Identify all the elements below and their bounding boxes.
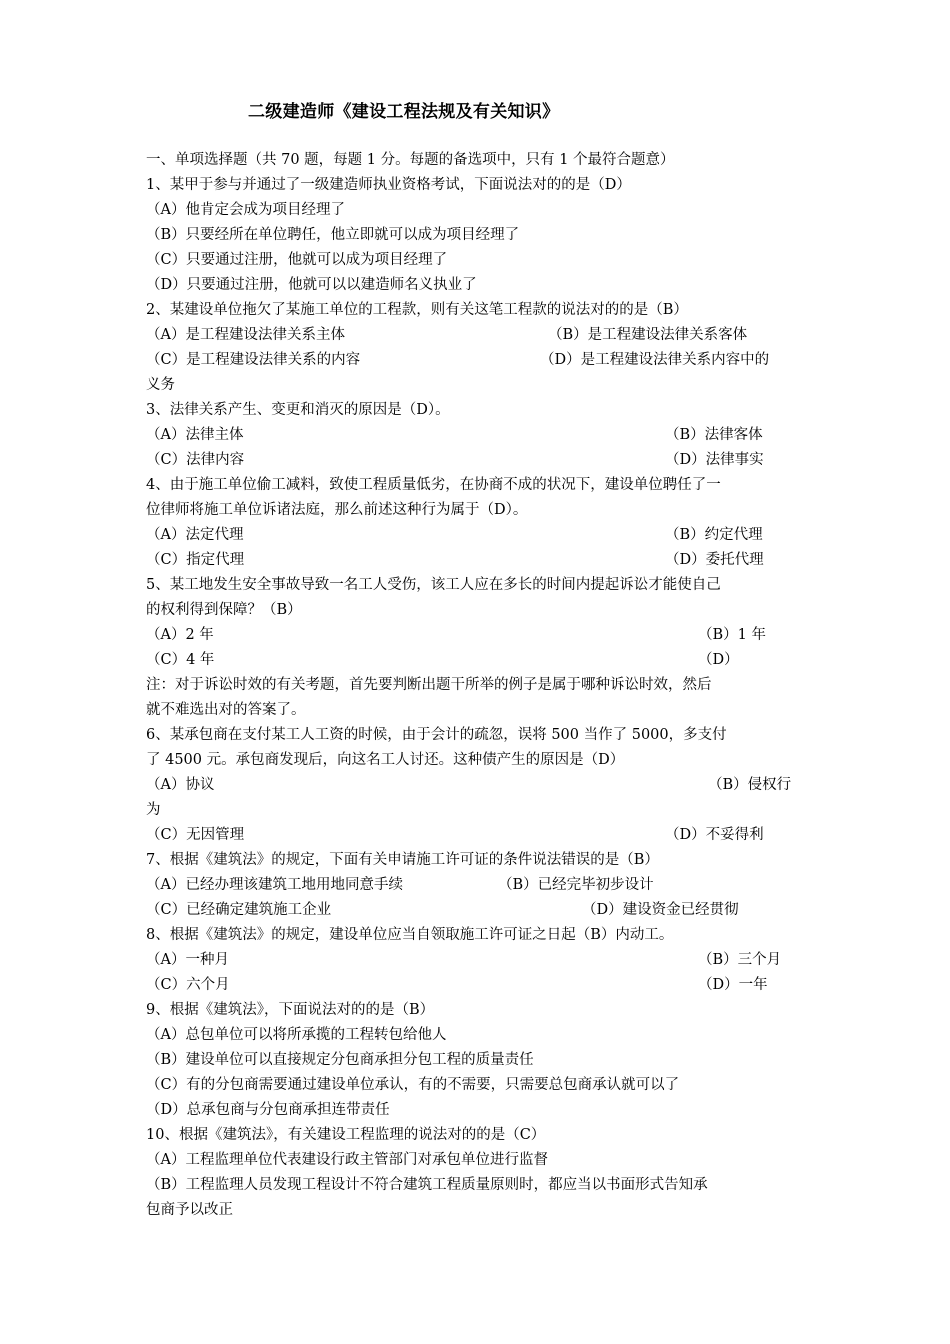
question-stem: 5、某工地发生安全事故导致一名工人受伤，该工人应在多长的时间内提起诉讼才能使自己 xyxy=(146,577,721,593)
option: （A）2 年 xyxy=(146,627,214,643)
option: （C）法律内容 xyxy=(146,452,245,468)
option: （A）总包单位可以将所承揽的工程转包给他人 xyxy=(146,1027,447,1043)
option: （D）只要通过注册，他就可以以建造师名义执业了 xyxy=(146,277,477,293)
option: （B）建设单位可以直接规定分包商承担分包工程的质量责任 xyxy=(146,1052,534,1068)
option: （D） xyxy=(698,652,739,668)
option: （A）协议 xyxy=(146,777,215,793)
option: （A）是工程建设法律关系主体 xyxy=(146,327,345,343)
question-stem: 10、根据《建筑法》，有关建设工程监理的说法对的的是（C） xyxy=(146,1127,546,1143)
section-header: 一、单项选择题（共 70 题，每题 1 分。每题的备选项中，只有 1 个最符合题意） xyxy=(146,152,675,168)
question-stem-continuation: 位律师将施工单位诉诸法庭，那么前述这种行为属于（D）。 xyxy=(146,502,528,518)
option: （D）总承包商与分包商承担连带责任 xyxy=(146,1102,390,1118)
option: （B）已经完毕初步设计 xyxy=(498,877,654,893)
option: （A）他肯定会成为项目经理了 xyxy=(146,202,345,218)
question-stem: 4、由于施工单位偷工减料，致使工程质量低劣，在协商不成的状况下，建设单位聘任了一 xyxy=(146,477,721,493)
option: （C）六个月 xyxy=(146,977,230,993)
question-stem-continuation: 了 4500 元。承包商发现后，向这名工人讨还。这种债产生的原因是（D） xyxy=(146,752,625,768)
option: （C）是工程建设法律关系的内容 xyxy=(146,352,361,368)
question-stem: 9、根据《建筑法》，下面说法对的的是（B） xyxy=(146,1002,435,1018)
option: （D）法律事实 xyxy=(665,452,764,468)
option: （B）只要经所在单位聘任，他立即就可以成为项目经理了 xyxy=(146,227,520,243)
option: （B）三个月 xyxy=(698,952,782,968)
option: （A）法律主体 xyxy=(146,427,244,443)
question-stem: 3、法律关系产生、变更和消灭的原因是（D）。 xyxy=(146,402,450,418)
option: （C）只要通过注册，他就可以成为项目经理了 xyxy=(146,252,448,268)
option: （C）无因管理 xyxy=(146,827,245,843)
option: （B）法律客体 xyxy=(665,427,763,443)
question-stem: 8、根据《建筑法》的规定，建设单位应当自领取施工许可证之日起（B）内动工。 xyxy=(146,927,674,943)
option: （D）是工程建设法律关系内容中的 xyxy=(540,352,770,368)
option: （B）侵权行 xyxy=(708,777,792,793)
option: （C）4 年 xyxy=(146,652,215,668)
note: 注：对于诉讼时效的有关考题，首先要判断出题干所举的例子是属于哪种诉讼时效，然后 xyxy=(146,677,712,693)
option-continuation: 义务 xyxy=(146,377,175,393)
option: （D）不妥得利 xyxy=(665,827,764,843)
option: （B）是工程建设法律关系客体 xyxy=(548,327,748,343)
option: （B）约定代理 xyxy=(665,527,763,543)
option: （A）工程监理单位代表建设行政主管部门对承包单位进行监督 xyxy=(146,1152,548,1168)
option-continuation: 包商予以改正 xyxy=(146,1202,233,1218)
option: （D）一年 xyxy=(698,977,768,993)
option: （C）有的分包商需要通过建设单位承认，有的不需要，只需要总包商承认就可以了 xyxy=(146,1077,680,1093)
question-stem: 2、某建设单位拖欠了某施工单位的工程款，则有关这笔工程款的说法对的的是（B） xyxy=(146,302,688,318)
option: （B）1 年 xyxy=(698,627,766,643)
option: （A）已经办理该建筑工地用地同意手续 xyxy=(146,877,403,893)
question-stem: 6、某承包商在支付某工人工资的时候，由于会计的疏忽，误将 500 当作了 5000，多支付 xyxy=(146,727,727,743)
question-stem: 7、根据《建筑法》的规定，下面有关申请施工许可证的条件说法错误的是（B） xyxy=(146,852,659,868)
option: （A）一种月 xyxy=(146,952,229,968)
option: （D）建设资金已经贯彻 xyxy=(582,902,739,918)
question-stem: 1、某甲于参与并通过了一级建造师执业资格考试，下面说法对的的是（D） xyxy=(146,177,631,193)
option: （C）已经确定建筑施工企业 xyxy=(146,902,332,918)
question-stem-continuation: 的权利得到保障？（B） xyxy=(146,602,302,618)
option: （B）工程监理人员发现工程设计不符合建筑工程质量原则时，都应当以书面形式告知承 xyxy=(146,1177,708,1193)
option: （D）委托代理 xyxy=(665,552,764,568)
option-continuation: 为 xyxy=(146,802,161,818)
option: （C）指定代理 xyxy=(146,552,245,568)
note-continuation: 就不难选出对的答案了。 xyxy=(146,702,306,718)
document-title: 二级建造师《建设工程法规及有关知识》 xyxy=(248,102,560,122)
option: （A）法定代理 xyxy=(146,527,244,543)
